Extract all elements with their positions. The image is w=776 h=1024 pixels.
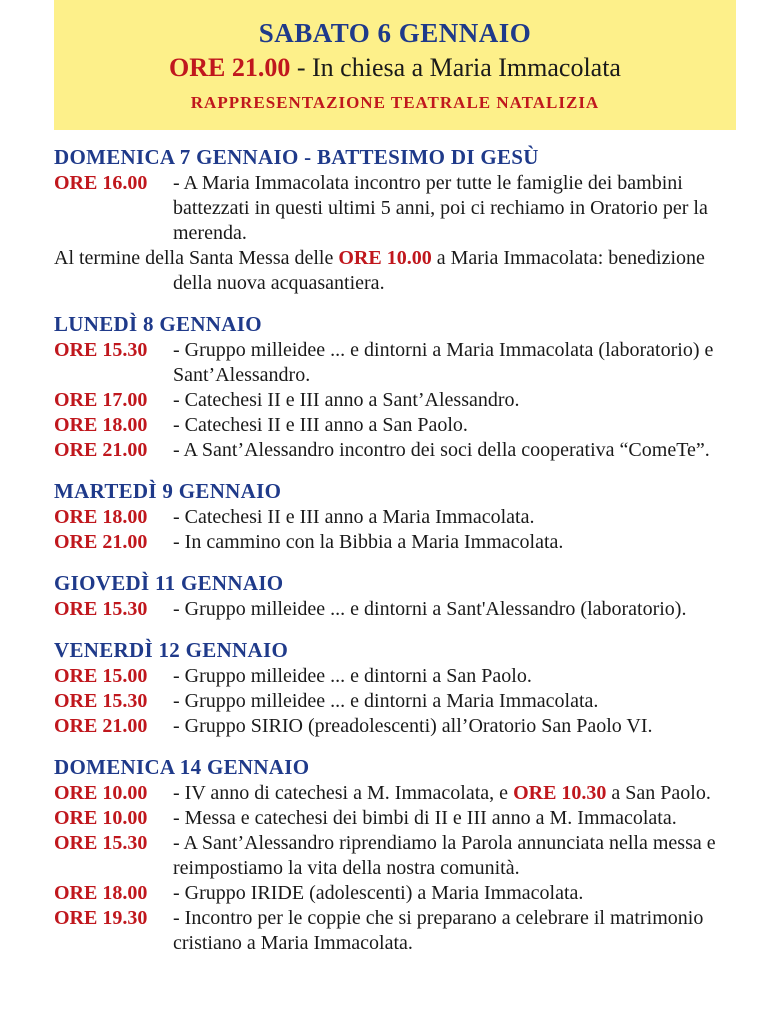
event-item bbox=[54, 597, 744, 622]
day-title: DOMENICA 7 GENNAIO - BATTESIMO DI GESÙ bbox=[54, 145, 539, 169]
event-text: - A Maria Immacolata incontro per tutte le famiglie dei bambini battezzati in questi ultimi 5 anni, poi ci rechiamo in Oratorio per la merenda. bbox=[173, 172, 708, 244]
event-time: ORE 16.00 bbox=[54, 172, 148, 194]
event-text: - Gruppo SIRIO (preadolescenti) all’Oratorio San Paolo VI. bbox=[173, 715, 653, 737]
event-item bbox=[54, 781, 744, 806]
event-item bbox=[54, 714, 744, 739]
event-text: - Catechesi II e III anno a Sant’Alessandro. bbox=[173, 389, 520, 411]
event-item bbox=[54, 338, 744, 388]
note-time: ORE 10.00 bbox=[338, 247, 432, 269]
event-time-secondary: ORE 10.30 bbox=[513, 782, 607, 804]
event-time: ORE 21.00 bbox=[54, 439, 148, 461]
day-title: GIOVEDÌ 11 GENNAIO bbox=[54, 571, 284, 595]
day-note bbox=[54, 246, 744, 296]
event-time: ORE 10.00 bbox=[54, 782, 148, 804]
event-time: ORE 18.00 bbox=[54, 882, 148, 904]
event-text: - Incontro per le coppie che si preparano a celebrare il matrimonio cristiano a Maria Immacolata. bbox=[173, 907, 704, 954]
highlight-banner bbox=[54, 0, 736, 130]
event-item bbox=[54, 388, 744, 413]
event-time: ORE 15.30 bbox=[54, 339, 148, 361]
event-text: - A Sant’Alessandro riprendiamo la Parola annunciata nella messa e reimpostiamo la vita della nostra comunità. bbox=[173, 832, 716, 879]
event-time: ORE 15.30 bbox=[54, 690, 148, 712]
banner-location: - In chiesa a Maria Immacolata bbox=[290, 53, 621, 82]
schedule bbox=[54, 143, 744, 970]
event-text: - Catechesi II e III anno a Maria Immacolata. bbox=[173, 506, 535, 528]
event-text: - Gruppo milleidee ... e dintorni a Sant'Alessandro (laboratorio). bbox=[173, 598, 687, 620]
event-item bbox=[54, 664, 744, 689]
event-time: ORE 21.00 bbox=[54, 715, 148, 737]
event-time: ORE 15.30 bbox=[54, 598, 148, 620]
day-title: VENERDÌ 12 GENNAIO bbox=[54, 638, 289, 662]
note-post: a Maria Immacolata: benedizione della nuova acquasantiera. bbox=[173, 247, 705, 294]
event-time: ORE 17.00 bbox=[54, 389, 148, 411]
event-text-post: a San Paolo. bbox=[606, 782, 711, 804]
event-item bbox=[54, 689, 744, 714]
event-time: ORE 15.00 bbox=[54, 665, 148, 687]
event-text: - Gruppo milleidee ... e dintorni a San Paolo. bbox=[173, 665, 532, 687]
event-time: ORE 19.30 bbox=[54, 907, 148, 929]
day-block bbox=[54, 753, 744, 956]
event-text: - Messa e catechesi dei bimbi di II e III anno a M. Immacolata. bbox=[173, 807, 677, 829]
event-item bbox=[54, 438, 744, 463]
event-item bbox=[54, 530, 744, 555]
banner-title: SABATO 6 GENNAIO bbox=[258, 18, 532, 48]
event-item bbox=[54, 505, 744, 530]
event-text: - Catechesi II e III anno a San Paolo. bbox=[173, 414, 468, 436]
day-block bbox=[54, 569, 744, 622]
event-time: ORE 10.00 bbox=[54, 807, 148, 829]
event-time: ORE 18.00 bbox=[54, 506, 148, 528]
event-item bbox=[54, 413, 744, 438]
day-title: MARTEDÌ 9 GENNAIO bbox=[54, 479, 282, 503]
day-block bbox=[54, 310, 744, 463]
day-block bbox=[54, 143, 744, 296]
event-text: - A Sant’Alessandro incontro dei soci della cooperativa “ComeTe”. bbox=[173, 439, 710, 461]
event-time: ORE 15.30 bbox=[54, 832, 148, 854]
event-time: ORE 18.00 bbox=[54, 414, 148, 436]
note-pre: Al termine della Santa Messa delle bbox=[54, 247, 339, 269]
event-text-pre: - IV anno di catechesi a M. Immacolata, e bbox=[173, 782, 514, 804]
day-title: DOMENICA 14 GENNAIO bbox=[54, 755, 310, 779]
banner-event-line bbox=[54, 53, 736, 83]
event-item bbox=[54, 831, 744, 881]
event-text: - In cammino con la Bibbia a Maria Immacolata. bbox=[173, 531, 564, 553]
event-text: - Gruppo milleidee ... e dintorni a Maria Immacolata (laboratorio) e Sant’Alessandro. bbox=[173, 339, 714, 386]
event-item bbox=[54, 806, 744, 831]
event-text: - Gruppo milleidee ... e dintorni a Maria Immacolata. bbox=[173, 690, 599, 712]
banner-time: ORE 21.00 bbox=[169, 53, 291, 82]
day-title: LUNEDÌ 8 GENNAIO bbox=[54, 312, 262, 336]
day-block bbox=[54, 636, 744, 739]
event-time: ORE 21.00 bbox=[54, 531, 148, 553]
event-item bbox=[54, 171, 744, 246]
event-item bbox=[54, 906, 744, 956]
banner-subtitle: RAPPRESENTAZIONE TEATRALE NATALIZIA bbox=[190, 93, 600, 112]
day-block bbox=[54, 477, 744, 555]
event-item bbox=[54, 881, 744, 906]
event-text: - Gruppo IRIDE (adolescenti) a Maria Immacolata. bbox=[173, 882, 584, 904]
